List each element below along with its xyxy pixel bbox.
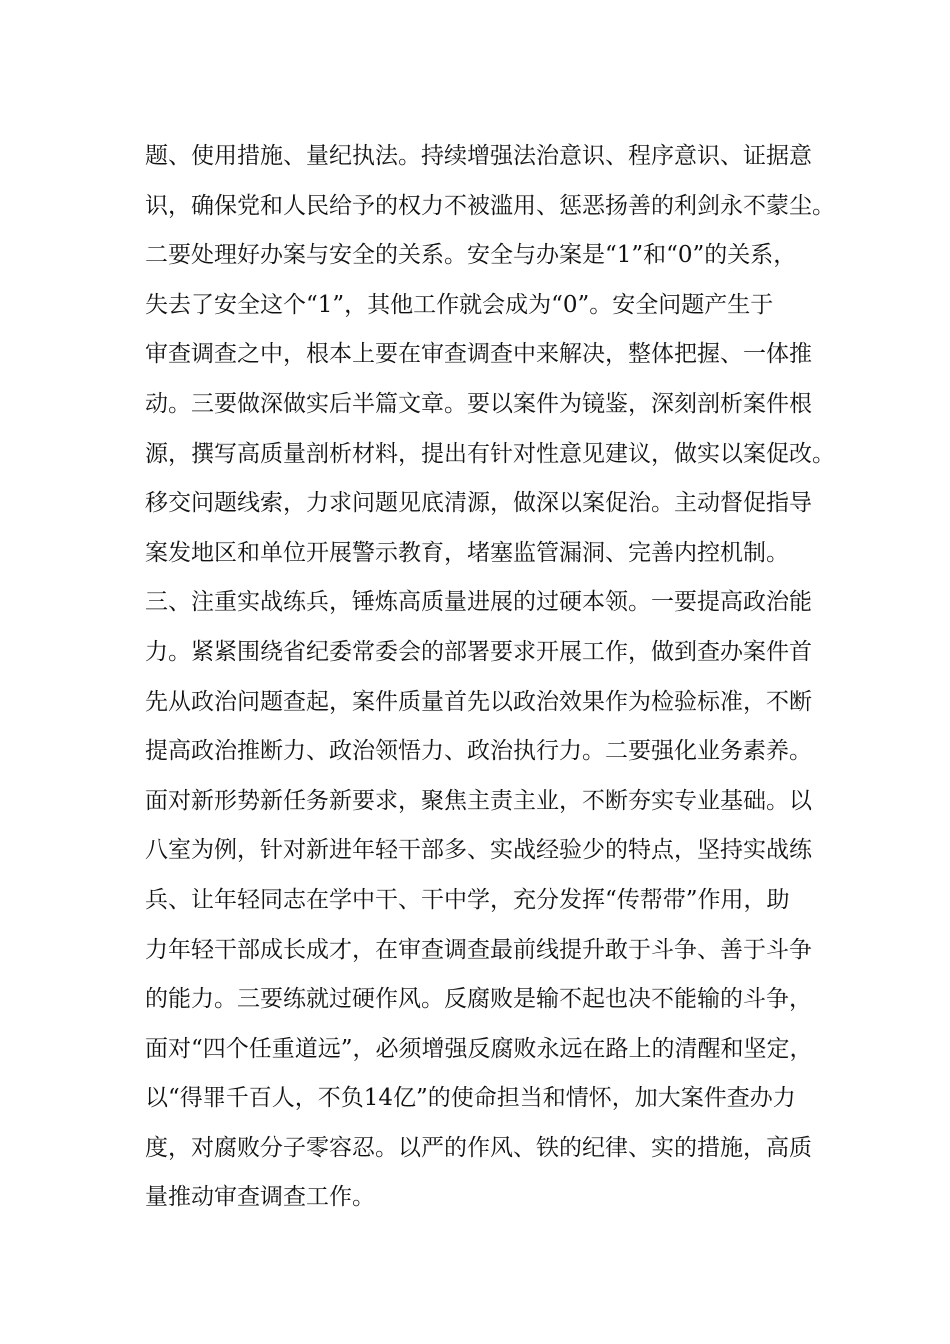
text-line-8: 移交问题线索，力求问题见底清源，做深以案促治。主动督促指导 xyxy=(145,490,812,517)
body-text xyxy=(145,132,845,1223)
text-line-6: 动。三要做深做实后半篇文章。要以案件为镜鉴，深刻剖析案件根 xyxy=(145,390,812,417)
text-line-10: 三、注重实战练兵，锤炼高质量进展的过硬本领。一要提高政治能 xyxy=(145,589,812,616)
text-line-15: 八室为例，针对新进年轻干部多、实战经验少的特点，坚持实战练 xyxy=(145,837,812,864)
text-line-18: 的能力。三要练就过硬作风。反腐败是输不起也决不能输的斗争， xyxy=(145,986,812,1013)
text-line-7: 源，撰写高质量剖析材料，提出有针对性意见建议，做实以案促改。 xyxy=(145,440,835,467)
text-line-19: 面对“四个任重道远”，必须增强反腐败永远在路上的清醒和坚定， xyxy=(145,1035,813,1062)
text-line-11: 力。紧紧围绕省纪委常委会的部署要求开展工作，做到查办案件首 xyxy=(145,638,812,665)
text-line-2: 识，确保党和人民给予的权力不被滥用、惩恶扬善的利剑永不蒙尘。 xyxy=(145,192,835,219)
text-line-20: 以“得罪千百人，不负14亿”的使命担当和情怀，加大案件查办力 xyxy=(145,1085,796,1112)
text-line-21: 度，对腐败分子零容忍。以严的作风、铁的纪律、实的措施，高质 xyxy=(145,1134,812,1161)
text-line-4: 失去了安全这个“1”，其他工作就会成为“0”。安全问题产生于 xyxy=(145,291,774,318)
text-line-22: 量推动审查调查工作。 xyxy=(145,1184,375,1211)
text-line-14: 面对新形势新任务新要求，聚焦主责主业，不断夯实专业基础。以 xyxy=(145,787,812,814)
text-line-12: 先从政治问题查起，案件质量首先以政治效果作为检验标准，不断 xyxy=(145,688,812,715)
text-line-3: 二要处理好办案与安全的关系。安全与办案是“1”和“0”的关系， xyxy=(145,242,797,269)
text-line-5: 审查调查之中，根本上要在审查调查中来解决，整体把握、一体推 xyxy=(145,341,812,368)
text-line-13: 提高政治推断力、政治领悟力、政治执行力。二要强化业务素养。 xyxy=(145,738,812,765)
text-line-17: 力年轻干部成长成才，在审查调查最前线提升敢于斗争、善于斗争 xyxy=(145,936,812,963)
text-line-16: 兵、让年轻同志在学中干、干中学，充分发挥“传帮带”作用，助 xyxy=(145,886,790,913)
text-line-9: 案发地区和单位开展警示教育，堵塞监管漏洞、完善内控机制。 xyxy=(145,539,789,566)
text-line-1: 题、使用措施、量纪执法。持续增强法治意识、程序意识、证据意 xyxy=(145,143,812,169)
